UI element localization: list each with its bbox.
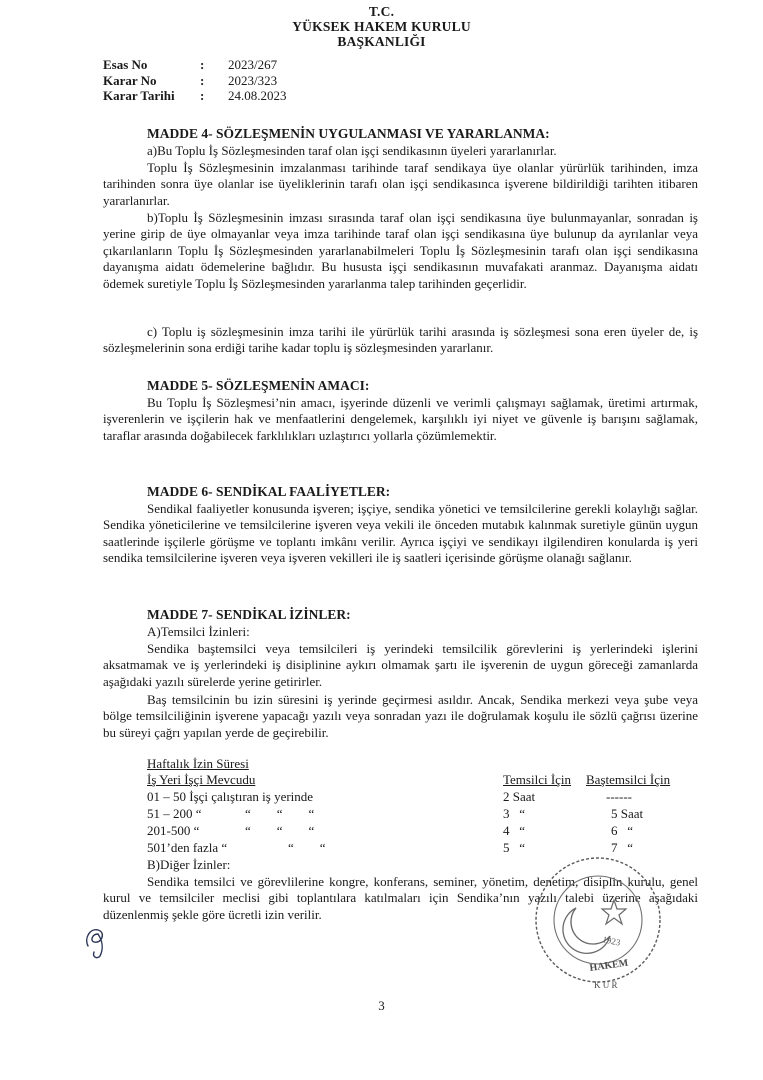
madde7-sub-b: B)Diğer İzinler:	[147, 857, 231, 872]
izin-row-ditto: “ “	[288, 840, 326, 855]
madde6-heading: MADDE 6- SENDİKAL FAALİYETLER:	[147, 484, 391, 499]
official-stamp	[528, 848, 668, 998]
izin-table-col-mevcut: İş Yeri İşçi Mevcudu	[147, 772, 256, 787]
meta-colon: :	[200, 72, 205, 88]
meta-label: Karar Tarihi	[103, 88, 175, 103]
izin-table-col-temsilci: Temsilci İçin	[503, 772, 572, 787]
madde6-paragraph: Sendikal faaliyetler konusunda işveren; işçiye, sendika yönetici ve temsilcilerine gerekli kolaylığı sağlar. Sendika yöneticilerine ve temsilcilerine işveren veya vekili ile önceden mutabık kalınmak suretiyle günün uygun saatlerinde işçilerle görüşme ve toplantı imkânı verilir. Ayrıca işçiyi ve sendikayı ilgilendiren konularda iş yeri sendika temsilcilerine işveren veya işveren vekilleri ile iş saatleri içerisinde görüşme olanağı sağlanır.	[103, 501, 698, 566]
izin-row-bastemsilci: 7 “	[611, 840, 634, 855]
madde7-heading: MADDE 7- SENDİKAL İZİNLER:	[147, 607, 351, 622]
izin-table-col-bastemsilci: Baştemsilci İçin	[586, 772, 671, 787]
izin-row-range: 51 – 200 “	[147, 806, 202, 821]
meta-label: Esas No	[103, 57, 148, 72]
madde4-heading: MADDE 4- SÖZLEŞMENİN UYGULANMASI VE YARARLANMA:	[147, 126, 550, 141]
stamp-text-lower: HAKEM	[588, 957, 629, 974]
izin-row-temsilci: 3 “	[503, 806, 526, 821]
meta-value: 2023/267	[228, 57, 278, 72]
meta-colon: :	[200, 88, 205, 103]
izin-row-ditto: “ “ “	[245, 806, 315, 821]
madde7-paragraph-2: Baş temsilcinin bu izin süresini iş yerinde geçirmesi asıldır. Ancak, Sendika merkezi veya şube veya bölge temsilciliğinin işverene yapacağı yazılı veya sonradan yazı ile doğrulamak koşulu ile sözlü çağrısı üzerine bu süreyi çağrı yapılan yerde de geçirebilir.	[103, 692, 698, 740]
meta-tarih-row	[103, 88, 287, 104]
madde4-paragraph-a: a)Bu Toplu İş Sözleşmesinden taraf olan işçi sendikasının üyeleri yararlanırlar.	[147, 143, 557, 158]
stamp-text-bottom: K U R	[594, 980, 618, 990]
meta-esas-row	[103, 57, 287, 73]
madde4-paragraph-2: Toplu İş Sözleşmesinin imzalanması tarihinde taraf sendikaya üye olanlar yürürlük tarihinden, imza tarihinden sonra üye olanlar ise üyeliklerinin tarafı olan işçi sendikasınca işverene bildirildiği tarihten itibaren yararlanırlar.	[103, 160, 698, 208]
signature-mark	[82, 916, 116, 960]
madde7-paragraph-1: Sendika baştemsilci veya temsilcileri iş yerindeki temsilcilik görevlerini iş yerlerindeki işlerini aksatmamak ve iş yerlerindeki iş disiplinine aykırı olmamak şartı ile işverenin de uygun göreceği zamanlarda aşağıdaki yazılı sürelerde yerine getirirler.	[103, 641, 698, 689]
stamp-year: 1923	[601, 934, 622, 948]
meta-label: Karar No	[103, 72, 157, 88]
izin-row-temsilci: 5 “	[503, 840, 526, 855]
decision-meta	[103, 57, 287, 104]
page-number: 3	[378, 998, 385, 1013]
izin-row-ditto: “ “ “	[245, 823, 315, 838]
madde5-paragraph: Bu Toplu İş Sözleşmesi’nin amacı, işyerinde düzenli ve verimli çalışmayı sağlamak, üretimi artırmak, işverenlerin ve işçilerin hak ve menfaatlerini dengelemek, karşılıklı iyi niyet ve güvenle iş barışını sağlamak, taraflar arasında doğabilecek farklılıkları uzlaştırıcı yollarla çözümlemektir.	[103, 395, 698, 443]
madde4-paragraph-b: b)Toplu İş Sözleşmesinin imzası sırasında taraf olan işçi sendikasına üye bulunmayanlar, sonradan iş yerine girip de üye olmayanlar veya imza tarihinde taraf olan işçi sendikasına üye bulunup da ayrılanlar veya çıkarılanların Toplu İş Sözleşmesinden yararlanabilmeleri Toplu İş Sözleşmesinin tarafı olan işçi sendikasına dayanışma aidatı ödemelerine bağlıdır. Bu hususta işçi sendikasının muvafakati aranmaz. Dayanışma aidatı ödemek suretiyle Toplu İş Sözleşmesinden yararlanma talep tarihinden geçerlidir.	[103, 210, 698, 291]
izin-row-temsilci: 2 Saat	[503, 789, 536, 804]
izin-row-range: 501’den fazla “	[147, 840, 228, 855]
izin-row-temsilci: 4 “	[503, 823, 526, 838]
izin-row-range: 01 – 50 İşçi çalıştıran iş yerinde	[147, 789, 314, 804]
header-tc: T.C.	[368, 4, 395, 19]
meta-karar-row	[103, 73, 287, 89]
madde5-heading: MADDE 5- SÖZLEŞMENİN AMACI:	[147, 378, 370, 393]
meta-value: 2023/323	[228, 72, 278, 88]
madde4-paragraph-c: c) Toplu iş sözleşmesinin imza tarihi ile yürürlük tarihi arasında iş sözleşmesi sona eren üyeler de, iş sözleşmelerinin sona erdiği tarihe kadar toplu iş sözleşmesinden yararlanır.	[103, 324, 698, 356]
izin-row-range: 201-500 “	[147, 823, 200, 838]
meta-value: 24.08.2023	[228, 88, 287, 103]
izin-table-title: Haftalık İzin Süresi	[147, 756, 249, 771]
madde7-sub-a: A)Temsilci İzinleri:	[147, 624, 250, 639]
izin-row-bastemsilci: 5 Saat	[611, 806, 644, 821]
izin-row-bastemsilci: 6 “	[611, 823, 634, 838]
izin-row-bastemsilci: ------	[606, 789, 632, 804]
meta-colon: :	[200, 57, 205, 72]
madde7-paragraph-3: Sendika temsilci ve görevlilerine kongre, konferans, seminer, yönetim, denetim, disiplin kurulu, genel kurul ve temsilciler meclisi gibi toplantılara katılmaları için Sendika’nın yazılı talebi üzerine aşağıdaki düzenlenmiş şekle göre ücretli izin verilir.	[103, 874, 698, 922]
header-kurul: YÜKSEK HAKEM KURULU	[292, 19, 471, 34]
header-baskanlik: BAŞKANLIĞI	[337, 34, 426, 49]
